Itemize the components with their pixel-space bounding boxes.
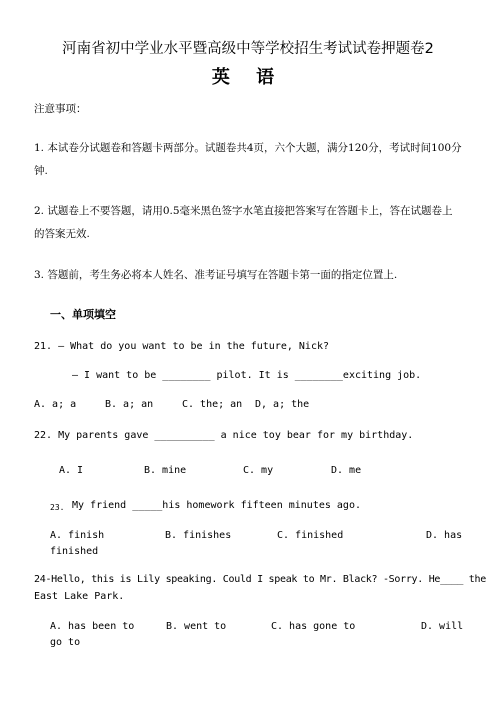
question-21-option-d: D, a; the bbox=[255, 399, 310, 410]
question-24-option-d: D. will bbox=[421, 621, 464, 632]
question-23-option-d-tail: finished bbox=[50, 546, 99, 557]
question-23-stem: My friend _____his homework fifteen minutes ago. bbox=[72, 500, 361, 511]
question-23-option-a: A. finish bbox=[50, 530, 105, 541]
question-22-option-d: D. me bbox=[331, 465, 362, 476]
question-24-stem-tail: East Lake Park. bbox=[34, 591, 125, 602]
question-22-option-c: C. my bbox=[243, 465, 274, 476]
question-22-option-a: A. I bbox=[59, 465, 84, 476]
exam-title: 河南省初中学业水平暨高级中等学校招生考试试卷押题卷2 bbox=[62, 41, 434, 57]
question-23-option-d: D. has bbox=[426, 530, 463, 541]
question-23-option-c: C. finished bbox=[277, 530, 344, 541]
notice-item-1: 1. 本试卷分试题卷和答题卡两部分。试题卷共4页，六个大题，满分120分，考试时间100分钟. bbox=[34, 142, 462, 177]
question-24-option-a: A. has been to bbox=[50, 621, 135, 632]
question-24-option-d-tail: go to bbox=[50, 637, 81, 648]
notice-item-2: 2. 试题卷上不要答题，请用0.5毫米黑色签字水笔直接把答案写在答题卡上，答在试题卷上的答案无效. bbox=[34, 205, 453, 240]
notice-heading: 注意事项： bbox=[34, 103, 87, 115]
question-23-number: 23. bbox=[50, 503, 65, 512]
question-21-stem2: — I want to be ________ pilot. It is ________exciting job. bbox=[72, 370, 422, 381]
question-22-stem: 22. My parents gave __________ a nice toy bear for my birthday. bbox=[34, 430, 414, 441]
notice-item-3: 3. 答题前，考生务必将本人姓名、准考证号填写在答题卡第一面的指定位置上. bbox=[34, 269, 398, 281]
subject-title: 英 语 bbox=[211, 67, 285, 88]
question-24-option-c: C. has gone to bbox=[271, 621, 356, 632]
section-title: 一、单项填空 bbox=[50, 308, 116, 321]
question-24-option-b: B. went to bbox=[166, 621, 227, 632]
question-21-stem: 21. — What do you want to be in the future, Nick? bbox=[34, 341, 330, 352]
question-23-option-b: B. finishes bbox=[165, 530, 232, 541]
question-22-option-b: B. mine bbox=[144, 465, 187, 476]
question-21-option-c: C. the; an bbox=[182, 399, 243, 410]
question-21-option-b: B. a; an bbox=[105, 399, 154, 410]
question-24-stem: 24-Hello, this is Lily speaking. Could I speak to Mr. Black? -Sorry. He____ the bbox=[34, 574, 486, 585]
question-21-option-a: A. a; a bbox=[34, 399, 77, 410]
